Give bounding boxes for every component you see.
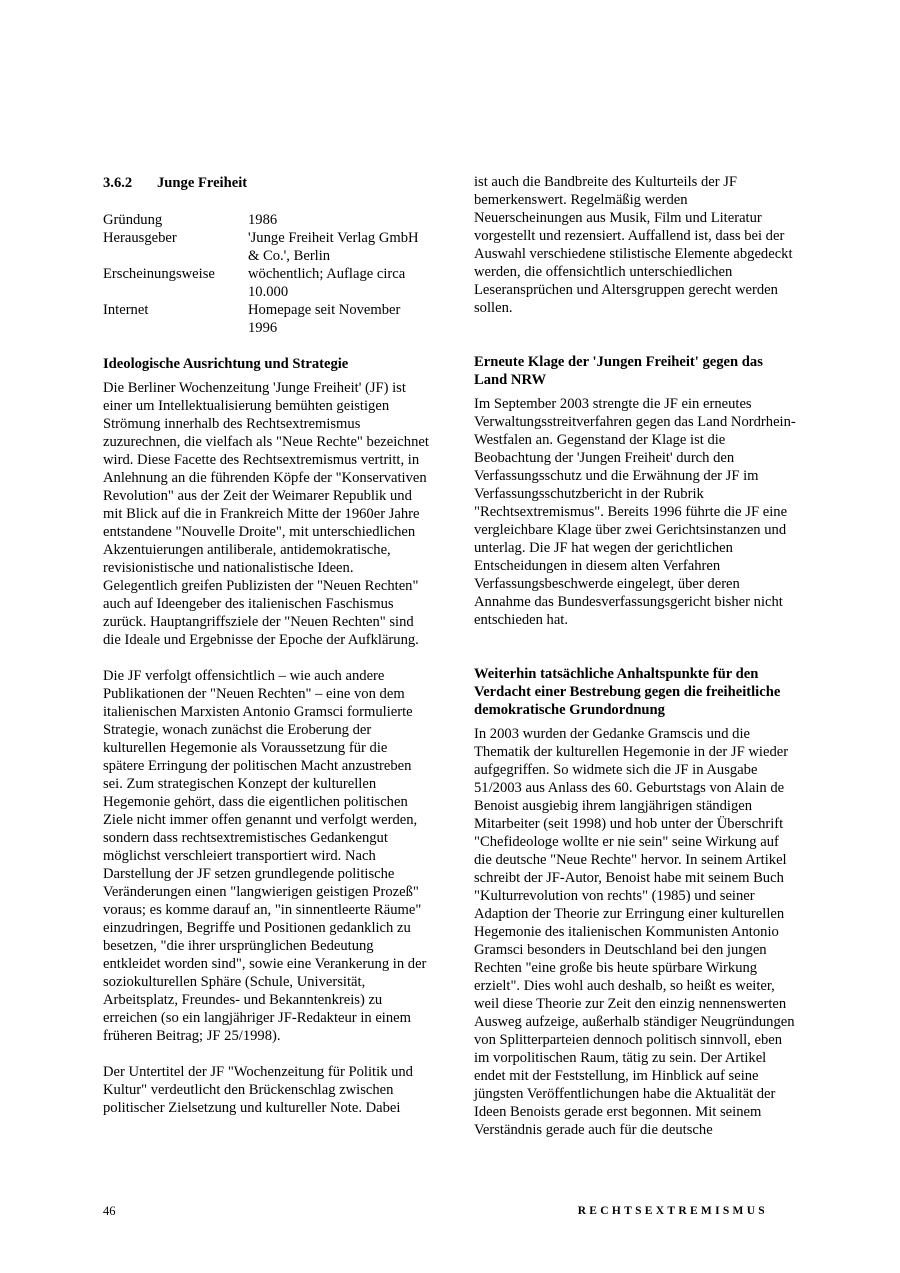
section-number: 3.6.2 <box>103 175 133 191</box>
fact-label: Herausgeber <box>103 230 177 246</box>
page-number: 46 <box>103 1204 116 1218</box>
fact-label: Gründung <box>103 212 163 228</box>
fact-value: wöchentlich; Auflage circa 10.000 <box>248 266 406 300</box>
paragraph: Die Berliner Wochenzeitung 'Junge Freiheit' (JF) ist einer um Intellektualisierung bemühten geistigen Strömung innerhalb des Rechtsextremismus zuzurechnen, die vielfach als "Neue Rechte" bezeichnet wird. Diese Facette des Rechtsextremismus vertritt, in Anlehnung an die führenden Köpfe der "Konservativen Revolution" aus der Zeit der Weimarer Republik und mit Blick auf die in Frankreich Mitte der 1960er Jahre entstandene "Nouvelle Droite", mit unterschiedlichen Akzentuierungen antiliberale, antidemokratische, revisionistische und nationalistische Ideen. Gelegentlich greifen Publizisten der "Neuen Rechten" auch auf Ideengeber des italienischen Faschismus zurück. Hauptangriffsziele der "Neuen Rechten" sind die Ideale und Ergebnisse der Epoche der Aufklärung. <box>103 380 429 648</box>
right-column <box>474 173 798 1139</box>
paragraph: Die JF verfolgt offensichtlich – wie auch andere Publikationen der "Neuen Rechten" – eine von dem italienischen Marxisten Antonio Gramsci formulierte Strategie, wonach zunächst die Eroberung der kulturellen Hegemonie als Voraussetzung für die spätere Erringung der politischen Macht anzustreben sei. Zum strategischen Konzept der kulturellen Hegemonie gehört, dass die eigentlichen politischen Ziele nicht immer offen genannt und verfolgt werden, sondern dass rechtsextremistisches Gedankengut möglichst verschleiert transportiert wird. Nach Darstellung der JF setzen grundlegende politische Veränderungen einen "langwierigen geistigen Prozeß" voraus; es komme darauf an, "in sinnentleerte Räume" einzudringen, Begriffe und Positionen gedanklich zu besetzen, "die ihrer ursprünglichen Bedeutung entkleidet worden sind", sowie eine Verankerung in der soziokulturellen Sphäre (Schule, Universität, Arbeitsplatz, Freundes- und Bekanntenkreis) zu erreichen (so ein langjähriger JF-Redakteur in einem früheren Beitrag; JF 25/1998). <box>103 668 427 1044</box>
left-column <box>103 173 431 1117</box>
paragraph: Der Untertitel der JF "Wochenzeitung für Politik und Kultur" verdeutlicht den Brückenschlag zwischen politischer Zielsetzung und kultureller Note. Dabei <box>103 1064 413 1116</box>
fact-value: Homepage seit November 1996 <box>248 302 401 336</box>
section-title: Junge Freiheit <box>157 175 248 191</box>
subheading-evidence: Weiterhin tatsächliche Anhaltspunkte für den Verdacht einer Bestrebung gegen die freiheitliche demokratische Grundordnung <box>474 666 781 718</box>
running-title: RECHTSEXTREMISMUS <box>577 1205 768 1217</box>
paragraph: ist auch die Bandbreite des Kulturteils der JF bemerkenswert. Regelmäßig werden Neuerscheinungen aus Musik, Film und Literatur vorgestellt und rezensiert. Auffallend ist, dass bei der Auswahl verschiedene stilistische Elemente abgedeckt werden, die offensichtlich unterschiedlichen Leseransprüchen und Altersgruppen gerecht werden sollen. <box>474 174 793 316</box>
fact-value: 1986 <box>248 212 278 228</box>
subheading-ideology: Ideologische Ausrichtung und Strategie <box>103 356 349 372</box>
facts-table <box>103 211 431 337</box>
subheading-lawsuit: Erneute Klage der 'Jungen Freiheit' gegen das Land NRW <box>474 354 763 388</box>
fact-label: Internet <box>103 302 149 318</box>
paragraph: Im September 2003 strengte die JF ein erneutes Verwaltungsstreitverfahren gegen das Land Nordrhein-Westfalen an. Gegenstand der Klage ist die Beobachtung der 'Jungen Freiheit' durch den Verfassungsschutz und die Erwähnung der JF im Verfassungsschutzbericht in der Rubrik "Rechtsextremismus". Bereits 1996 führte die JF eine vergleichbare Klage über zwei Gerichtsinstanzen und unterlag. Die JF hat wegen der gerichtlichen Entscheidungen in diesem alten Verfahren Verfassungsbeschwerde eingelegt, über deren Annahme das Bundesverfassungsgericht bisher nicht entschieden hat. <box>474 396 796 628</box>
fact-value: 'Junge Freiheit Verlag GmbH & Co.', Berlin <box>248 230 419 264</box>
paragraph: In 2003 wurden der Gedanke Gramscis und die Thematik der kulturellen Hegemonie in der JF wieder aufgegriffen. So widmete sich die JF in Ausgabe 51/2003 aus Anlass des 60. Geburtstags von Alain de Benoist ausgiebig ihrem langjährigen ständigen Mitarbeiter (seit 1998) und hob unter der Überschrift "Chefideologe wollte er nie sein" seine Wirkung auf die deutsche "Neue Rechte" hervor. In seinem Artikel schreibt der JF-Autor, Benoist habe mit seinem Buch "Kulturrevolution von rechts" (1985) und seiner Adaption der Theorie zur Erringung einer kulturellen Hegemonie des italienischen Kommunisten Antonio Gramsci besonders in Deutschland bei den jungen Rechten "eine große bis heute spürbare Wirkung erzielt". Dies wohl auch deshalb, so heißt es weiter, weil diese Theorie zur Zeit den einzig nennenswerten Ausweg aufzeige, außerhalb ständiger Neugründungen von Splitterparteien dennoch politisch sinnvoll, eben im vorpolitischen Raum, tätig zu sein. Der Artikel endet mit der Feststellung, im Hinblick auf seine jüngsten Veröffentlichungen habe die Aktualität der Ideen Benoists gerade erst begonnen. Mit seinem Verständnis gerade auch für die deutsche <box>474 726 795 1138</box>
section-heading <box>103 173 431 193</box>
fact-label: Erscheinungsweise <box>103 266 215 282</box>
